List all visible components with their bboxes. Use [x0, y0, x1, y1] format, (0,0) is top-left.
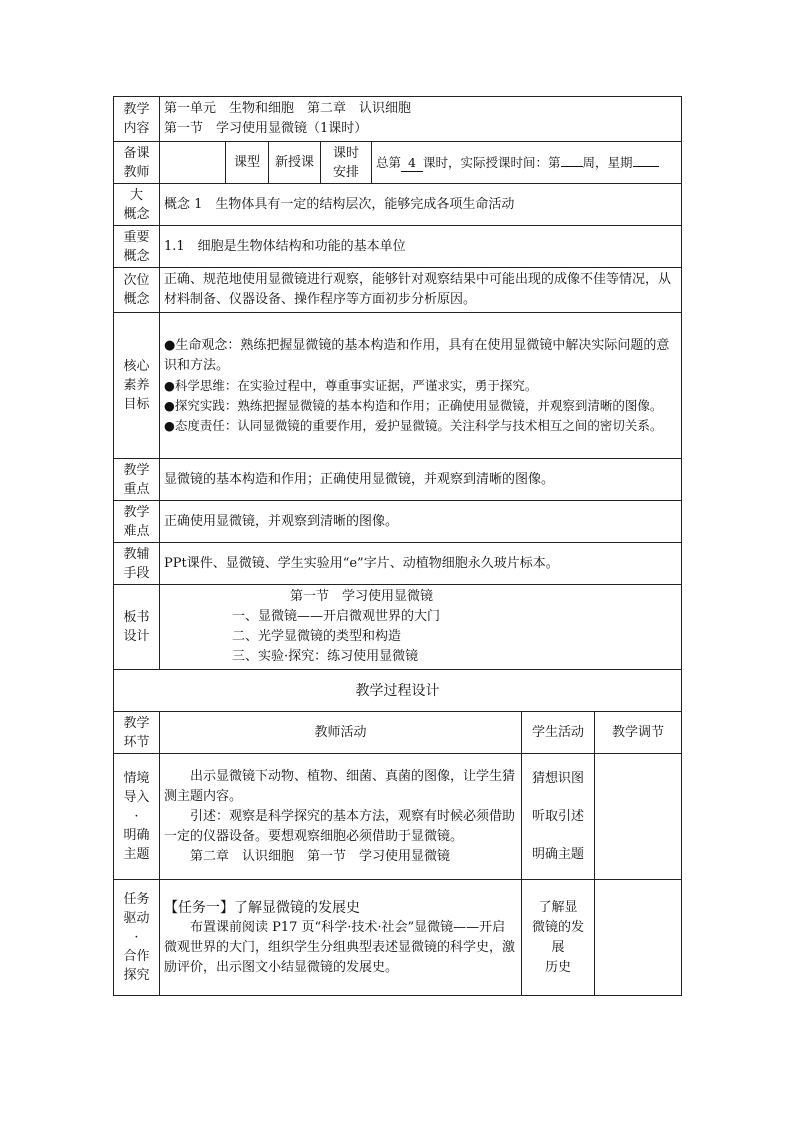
board-item-1: 一、显微镜——开启微观世界的大门	[232, 609, 441, 624]
label-core-literacy: 核心 素养 目标	[114, 313, 160, 459]
literacy-item-attitude: ●态度责任：认同显微镜的重要作用，爱护显微镜。关注科学与技术相互之间的密切关系。	[164, 417, 663, 433]
row-stage-intro	[114, 754, 682, 880]
intro-student-2: 听取引述	[531, 808, 584, 824]
row-board-design	[114, 585, 682, 670]
label-content: 教学 内容	[114, 97, 160, 142]
task-one-title: 【任务一】了解显微镜的发展史	[164, 899, 360, 916]
label-difficulties: 教学 难点	[114, 501, 160, 543]
intro-student-3: 明确主题	[531, 846, 584, 862]
row-process-title	[114, 670, 682, 712]
label-important-concept: 重要 概念	[114, 226, 160, 268]
task-student-3: 历史	[544, 959, 571, 975]
label-lesson-type: 课型	[226, 142, 269, 184]
label-teaching-aids: 教辅 手段	[114, 543, 160, 585]
row-process-header	[114, 712, 682, 754]
schedule-value: 总第 4 课时，实际授课时间：第 周，星期	[372, 142, 682, 184]
total-lesson-number: 4	[401, 155, 423, 172]
stage-intro-student	[522, 754, 595, 880]
stage-intro-adjustment	[595, 754, 682, 880]
intro-teacher-para-3: 第二章 认识细胞 第一节 学习使用显微镜	[190, 848, 451, 864]
intro-teacher-para-1: 出示显微镜下动物、植物、细菌、真菌的图像，让学生猜测主题内容。	[164, 768, 516, 804]
row-difficulties	[114, 501, 682, 543]
board-design-value	[160, 585, 682, 670]
label-board-design: 板书 设计	[114, 585, 160, 670]
literacy-item-practice: ●探究实践：熟练把握显微镜的基本构造和作用；正确使用显微镜，并观察到清晰的图像。	[164, 397, 663, 413]
content-line-1: 第一单元 生物和细胞 第二章 认识细胞	[164, 101, 412, 116]
day-blank	[633, 166, 659, 167]
label-schedule: 课时 安排	[321, 142, 372, 184]
row-stage-task	[114, 880, 682, 996]
big-concept-value: 概念 1 生物体具有一定的结构层次，能够完成各项生命活动	[160, 184, 682, 226]
row-content	[114, 97, 682, 142]
label-prep-teacher: 备课 教师	[114, 142, 160, 184]
content-line-2: 第一节 学习使用显微镜（1课时）	[164, 121, 368, 136]
important-concept-value: 1.1 细胞是生物体结构和功能的基本单位	[160, 226, 682, 268]
header-student-activity: 学生活动	[522, 712, 595, 754]
row-core-literacy	[114, 313, 682, 459]
header-stage: 教学 环节	[114, 712, 160, 754]
label-stage-task: 任务 驱动 · 合作 探究	[114, 880, 160, 996]
row-big-concept	[114, 184, 682, 226]
content-value	[160, 97, 682, 142]
week-blank	[561, 166, 583, 167]
task-one-description: 布置课前阅读 P17 页“科学·技术·社会”显微镜——开启微观世界的大门，组织学生分组典型表述显微镜的科学史，激励评价，出示图文小结显微镜的发展史。	[164, 919, 516, 975]
lesson-plan-table	[113, 96, 682, 996]
intro-teacher-para-2: 引述：观察是科学探究的基本方法，观察有时候必须借助一定的仪器设备。要想观察细胞必须借助于显微镜。	[164, 808, 516, 844]
header-teacher-activity: 教师活动	[160, 712, 522, 754]
row-important-concept	[114, 226, 682, 268]
stage-task-student	[522, 880, 595, 996]
label-stage-intro: 情境 导入 · 明确 主题	[114, 754, 160, 880]
row-key-points	[114, 459, 682, 501]
sub-concept-value: 正确、规范地使用显微镜进行观察，能够针对观察结果中可能出现的成像不佳等情况，从材料制备、仪器设备、操作程序等方面初步分析原因。	[160, 268, 682, 313]
literacy-item-thinking: ●科学思维：在实验过程中，尊重事实证据，严谨求实，勇于探究。	[164, 377, 538, 393]
stage-intro-teacher	[160, 754, 522, 880]
label-sub-concept: 次位 概念	[114, 268, 160, 313]
board-title: 第一节 学习使用显微镜	[290, 589, 434, 604]
teaching-aids-value: PPt课件、显微镜、学生实验用“e”字片、动植物细胞永久玻片标本。	[160, 543, 682, 585]
stage-task-adjustment	[595, 880, 682, 996]
row-teaching-aids	[114, 543, 682, 585]
difficulties-value: 正确使用显微镜，并观察到清晰的图像。	[160, 501, 682, 543]
process-title: 教学过程设计	[114, 670, 682, 712]
lesson-type-value: 新授课	[269, 142, 321, 184]
task-student-1: 了解显	[538, 899, 578, 915]
key-points-value: 显微镜的基本构造和作用；正确使用显微镜，并观察到清晰的图像。	[160, 459, 682, 501]
core-literacy-value	[160, 313, 682, 459]
intro-student-1: 猜想识图	[531, 770, 584, 786]
prep-teacher-value	[160, 142, 226, 184]
stage-task-teacher	[160, 880, 522, 996]
row-prep	[114, 142, 682, 184]
board-item-2: 二、光学显微镜的类型和构造	[232, 629, 402, 644]
label-key-points: 教学 重点	[114, 459, 160, 501]
label-big-concept: 大 概念	[114, 184, 160, 226]
literacy-item-life: ●生命观念：熟练把握显微镜的基本构造和作用，具有在使用显微镜中解决实际问题的意识和方法。	[164, 337, 670, 373]
task-student-2: 微镜的发展	[531, 919, 584, 955]
board-item-3: 三、实验·探究：练习使用显微镜	[232, 649, 419, 664]
row-sub-concept	[114, 268, 682, 313]
header-adjustment: 教学调节	[595, 712, 682, 754]
